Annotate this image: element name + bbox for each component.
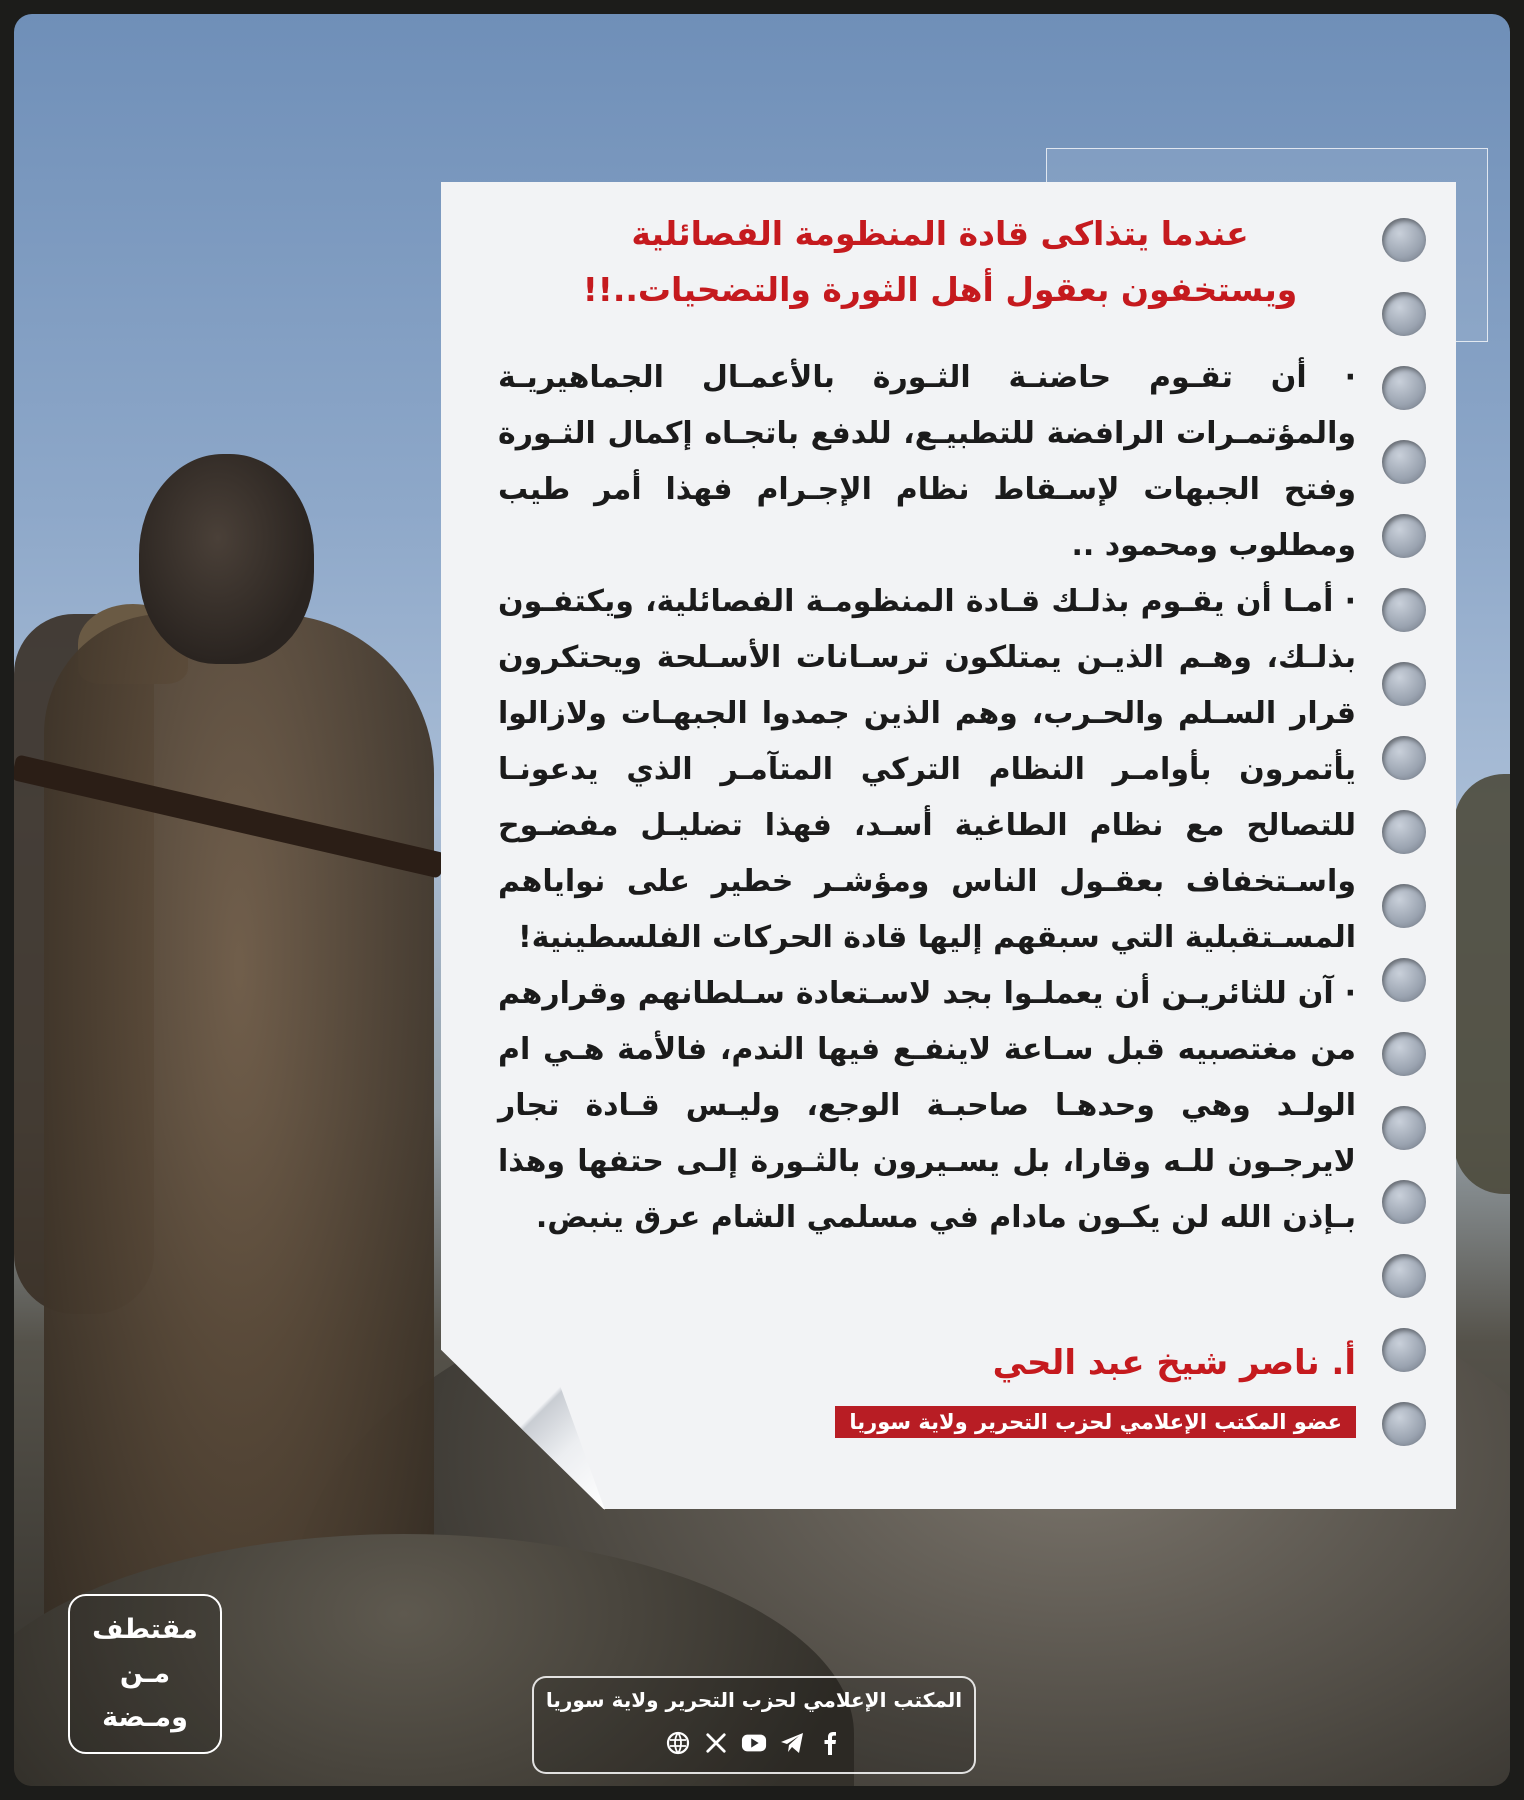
author-name: أ. ناصر شيخ عبد الحي [992, 1343, 1356, 1383]
article-body [498, 350, 1356, 1246]
x-icon[interactable] [703, 1730, 729, 1756]
footer-org-name: المكتب الإعلامي لحزب التحرير ولاية سوريا [545, 1688, 963, 1712]
binder-hole [1382, 1106, 1426, 1150]
binder-holes [1382, 218, 1430, 1478]
soldier-head [139, 454, 314, 664]
binder-hole [1382, 884, 1426, 928]
binder-hole [1382, 1032, 1426, 1076]
binder-hole [1382, 366, 1426, 410]
binder-hole [1382, 1180, 1426, 1224]
binder-hole [1382, 736, 1426, 780]
binder-hole [1382, 292, 1426, 336]
binder-hole [1382, 958, 1426, 1002]
author-role-badge: عضو المكتب الإعلامي لحزب التحرير ولاية سوريا [835, 1406, 1356, 1438]
headline-line-1: عندما يتذاكى قادة المنظومة الفصائلية [631, 214, 1249, 253]
logo-line-3: ومـضة [102, 1702, 188, 1733]
facebook-icon[interactable] [817, 1730, 843, 1756]
web-icon[interactable] [665, 1730, 691, 1756]
binder-hole [1382, 218, 1426, 262]
paragraph-3: · آن للثائريـن أن يعملـوا بجد لاسـتعادة سـلطانهم وقرارهم من مغتصبيه قبل سـاعة لاينفـع فيها الندم، فالأمة هـي ام الولـد وهي وحدهـا صاحبـة الوجع، وليـس قـادة تجار لايرجـون للـه وقارا، بل يسـيرون بالثـورة إلـى حتفها وهذا بـإذن الله لن يكـون مادام في مسلمي الشام عرق ينبض. [498, 976, 1356, 1235]
footer-badge [532, 1676, 976, 1774]
paragraph-2: · أمـا أن يقـوم بذلـك قـادة المنظومـة الفصائلية، ويكتفـون بذلـك، وهـم الذيـن يمتلكون ترسـانات الأسـلحة ويحتكرون قرار السـلم والحـرب، وهم الذين جمدوا الجبهـات ولازالوا يأتمرون بأوامـر النظام التركي المتآمـر الذي يدعونـا للتصالح مع نظام الطاغية أسـد، فهذا تضليـل مفضـوح واسـتخفاف بعقـول الناس ومؤشـر خطير على نواياهم المسـتقبلية التي سبقهم إليها قادة الحركات الفلسطينية! [498, 584, 1356, 955]
logo-line-2: مـن [119, 1658, 171, 1689]
binder-hole [1382, 1254, 1426, 1298]
logo-line-1: مقتطف [92, 1614, 198, 1645]
binder-hole [1382, 588, 1426, 632]
binder-hole [1382, 1402, 1426, 1446]
youtube-icon[interactable] [741, 1730, 767, 1756]
telegram-icon[interactable] [779, 1730, 805, 1756]
paragraph-1: · أن تقـوم حاضنـة الثـورة بالأعمـال الجماهيريـة والمؤتمـرات الرافضة للتطبيـع، للدفع باتجـاه إكمال الثـورة وفتح الجبهات لإسـقاط نظام الإجـرام فهذا أمر طيب ومطلوب ومحمود .. [498, 360, 1356, 563]
series-logo [68, 1594, 222, 1754]
binder-hole [1382, 662, 1426, 706]
social-links [534, 1730, 974, 1756]
background-figure [1454, 774, 1510, 1194]
binder-hole [1382, 810, 1426, 854]
headline-line-2: ويستخفون بعقول أهل الثورة والتضحيات..!! [582, 270, 1298, 309]
binder-hole [1382, 1328, 1426, 1372]
binder-hole [1382, 514, 1426, 558]
binder-hole [1382, 440, 1426, 484]
